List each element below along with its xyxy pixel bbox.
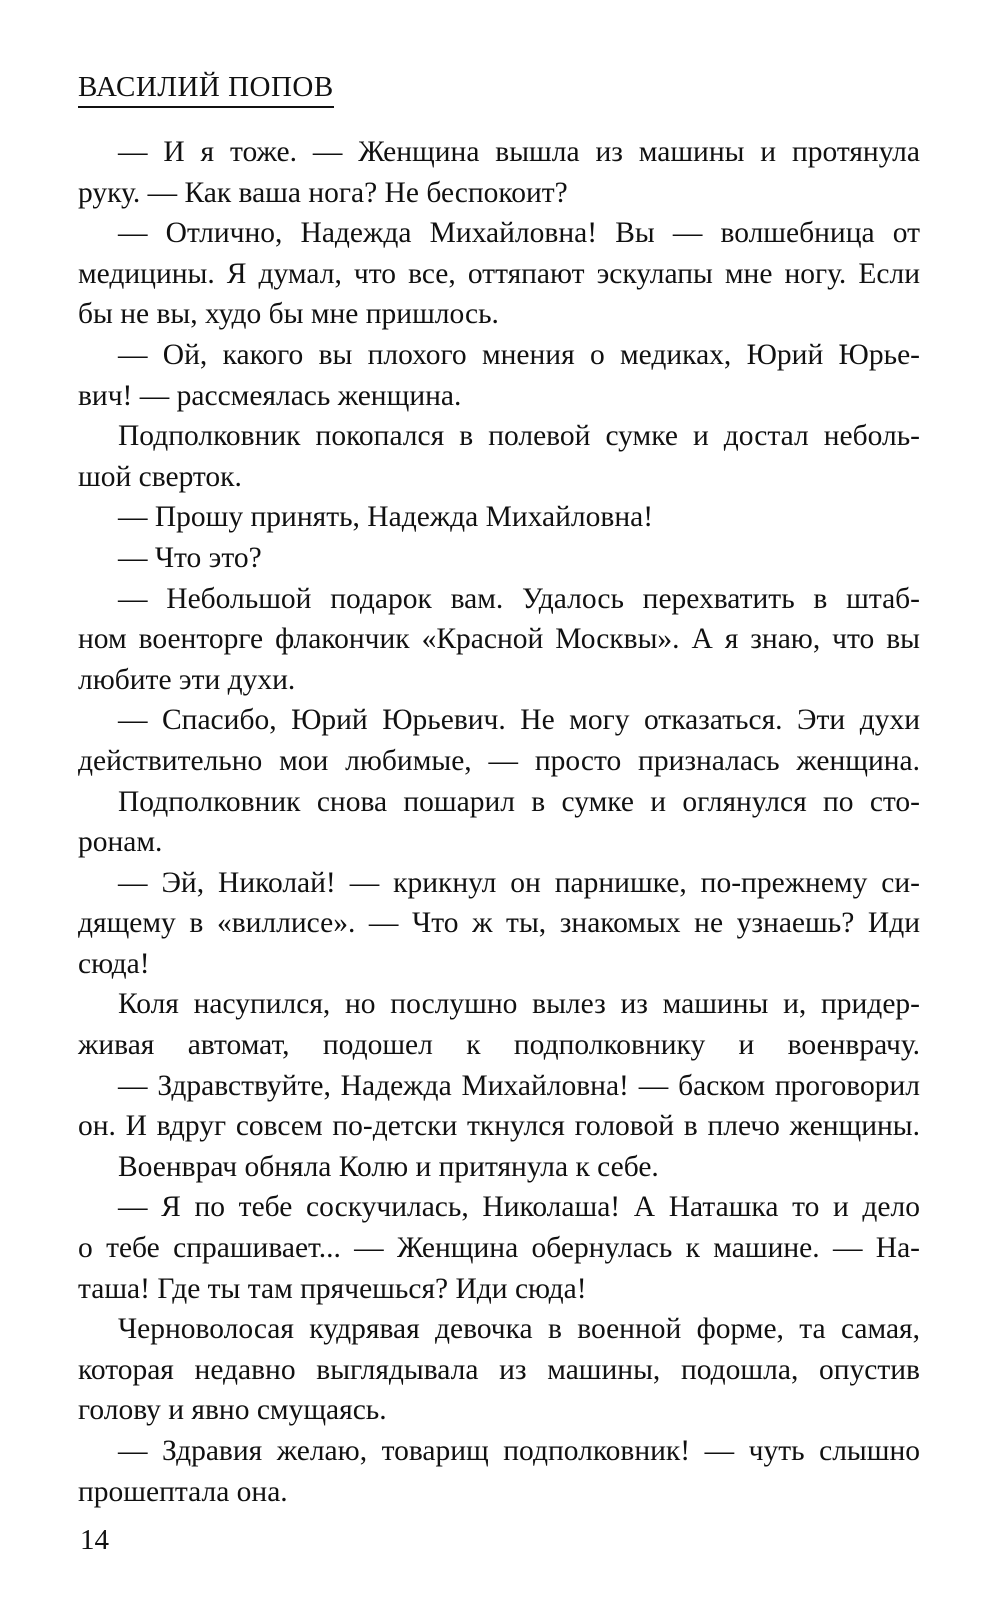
paragraph bbox=[78, 497, 920, 538]
text-line: живая автомат, подошел к подполковнику и военврачу. bbox=[78, 1029, 920, 1062]
text-line: — Спасибо, Юрий Юрьевич. Не могу отказаться. Эти духи bbox=[118, 704, 920, 737]
text-line: Черноволосая кудрявая девочка в военной форме, та самая, bbox=[118, 1313, 920, 1346]
paragraph bbox=[78, 863, 920, 985]
text-line: сюда! bbox=[78, 947, 150, 980]
text-line: о тебе спрашивает... — Женщина обернулась к машине. — На- bbox=[78, 1232, 920, 1265]
text-line: ном военторге флакончик «Красной Москвы». А я знаю, что вы bbox=[78, 623, 920, 656]
paragraph bbox=[78, 1066, 920, 1147]
text-line: ронам. bbox=[78, 826, 163, 859]
text-line: руку. — Как ваша нога? Не беспокоит? bbox=[78, 176, 568, 209]
text-line: Подполковник покопался в полевой сумке и достал неболь- bbox=[118, 420, 920, 453]
paragraph bbox=[78, 416, 920, 497]
text-line: которая недавно выглядывала из машины, подошла, опустив bbox=[78, 1353, 920, 1386]
paragraph bbox=[78, 538, 920, 579]
text-line: таша! Где ты там прячешься? Иди сюда! bbox=[78, 1272, 587, 1305]
running-head: ВАСИЛИЙ ПОПОВ bbox=[78, 70, 334, 108]
text-line: он. И вдруг совсем по-детски ткнулся головой в плечо женщины. bbox=[78, 1110, 920, 1143]
text-line: Коля насупился, но послушно вылез из машины и, придер- bbox=[118, 988, 920, 1021]
text-line: — Я по тебе соскучилась, Николаша! А Наташка то и дело bbox=[118, 1191, 920, 1224]
page-number: 14 bbox=[80, 1524, 109, 1556]
text-line: любите эти духи. bbox=[78, 663, 296, 696]
body-text bbox=[78, 132, 920, 1512]
paragraph bbox=[78, 782, 920, 863]
text-line: дящему в «виллисе». — Что ж ты, знакомых не узнаешь? Иди bbox=[78, 907, 920, 940]
text-line: Подполковник снова пошарил в сумке и оглянулся по сто- bbox=[118, 785, 920, 818]
paragraph bbox=[78, 335, 920, 416]
paragraph bbox=[78, 1187, 920, 1309]
text-line: вич! — рассмеялась женщина. bbox=[78, 379, 462, 412]
paragraph bbox=[78, 984, 920, 1065]
text-line: — Здравия желаю, товарищ подполковник! — чуть слышно bbox=[118, 1435, 920, 1467]
text-line: бы не вы, худо бы мне пришлось. bbox=[78, 298, 499, 331]
text-line: медицины. Я думал, что все, оттяпают эскулапы мне ногу. Если bbox=[78, 257, 920, 290]
text-line: — Небольшой подарок вам. Удалось перехватить в штаб- bbox=[118, 582, 920, 615]
text-line: шой сверток. bbox=[78, 460, 242, 493]
text-line: — И я тоже. — Женщина вышла из машины и протянула bbox=[118, 136, 920, 168]
text-line: действительно мои любимые, — просто призналась женщина. bbox=[78, 744, 920, 777]
text-line: — Прошу принять, Надежда Михайловна! bbox=[118, 501, 654, 534]
text-line: — Ой, какого вы плохого мнения о медиках, Юрий Юрье- bbox=[118, 338, 920, 371]
paragraph bbox=[78, 213, 920, 335]
text-line: — Здравствуйте, Надежда Михайловна! — баском проговорил bbox=[118, 1069, 920, 1102]
text-line: — Эй, Николай! — крикнул он парнишке, по-прежнему си- bbox=[118, 866, 920, 899]
text-line: — Что это? bbox=[118, 541, 262, 574]
text-line: голову и явно смущаясь. bbox=[78, 1394, 387, 1427]
paragraph bbox=[78, 1147, 920, 1188]
text-line: прошептала она. bbox=[78, 1475, 288, 1508]
paragraph bbox=[78, 132, 920, 213]
text-line: — Отлично, Надежда Михайловна! Вы — волшебница от bbox=[118, 217, 920, 250]
paragraph bbox=[78, 1309, 920, 1431]
paragraph bbox=[78, 700, 920, 781]
paragraph bbox=[78, 579, 920, 701]
paragraph bbox=[78, 1431, 920, 1512]
text-line: Военврач обняла Колю и притянула к себе. bbox=[118, 1150, 659, 1183]
